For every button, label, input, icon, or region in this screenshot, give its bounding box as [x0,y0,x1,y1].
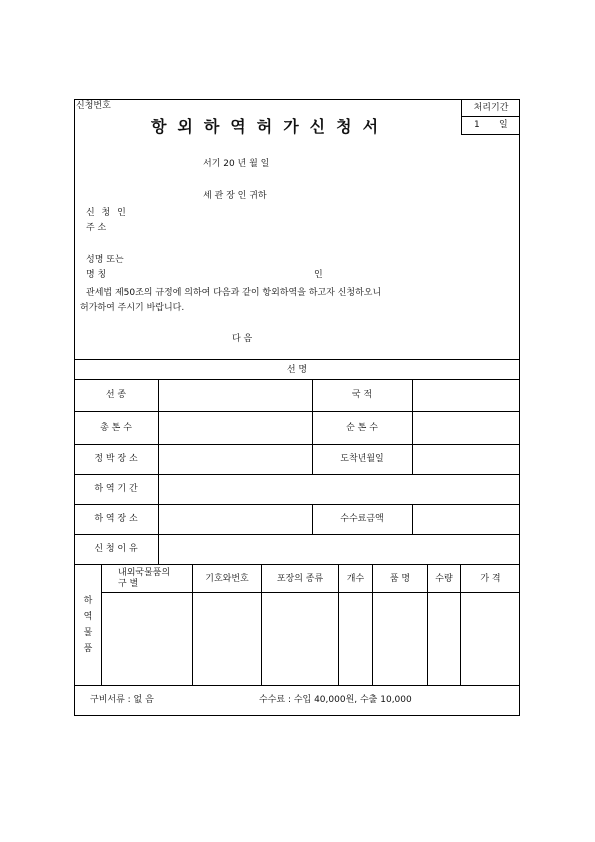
goods-side-char: 하 [83,596,93,606]
fee-amount-label: 수수료금액 [340,514,384,524]
row-line [74,564,520,565]
period-box-divider [461,116,520,117]
goods-side-char: 물 [83,628,93,638]
col-count: 개수 [346,574,365,584]
seal-mark: 인 [314,270,323,280]
unloading-period-field[interactable] [159,475,520,504]
col-item-name: 품 명 [389,574,411,584]
anchorage-label: 정 박 장 소 [94,454,138,464]
section-title: 선 명 [286,365,308,375]
goods-bottom-line [74,685,520,686]
attachments-note: 구비서류 : 없 음 [90,695,154,705]
col-package-type: 포장의 종류 [276,574,324,584]
gross-tonnage-field[interactable] [159,412,312,444]
ship-type-label: 선 종 [105,390,127,400]
net-tonnage-field[interactable] [413,412,520,444]
gross-tonnage-label: 총 톤 수 [100,423,132,433]
fee-note: 수수료 : 수입 40,000원, 수출 10,000 [259,695,412,705]
body-text-line2: 허가하여 주시기 바랍니다. [80,303,185,313]
col-price: 가 격 [480,574,501,584]
goods-side-char: 품 [83,644,93,654]
da-eum-heading: 다 음 [232,334,253,344]
col-category-line1: 내외국물품의 [118,568,171,578]
form-title: 항외하역허가신청서 [150,117,390,136]
goods-side-char: 역 [83,612,93,622]
address-label: 주 소 [86,223,107,233]
goods-entry-area[interactable] [102,593,520,685]
body-text-line1: 관세법 제50조의 규정에 의하여 다음과 같이 항외하역을 하고자 신청하오니 [86,288,382,298]
section-top-line [74,359,520,360]
ship-type-field[interactable] [159,380,312,411]
arrival-date-field[interactable] [413,445,520,474]
col-category-line2: 구 별 [118,579,139,589]
arrival-date-label: 도착년월일 [340,454,384,464]
net-tonnage-label: 순 톤 수 [346,423,378,433]
application-reason-label: 신 청 이 유 [94,544,138,554]
nationality-label: 국 적 [351,390,373,400]
unloading-period-label: 하 역 기 간 [94,484,138,494]
fee-amount-field[interactable] [413,505,520,534]
application-reason-field[interactable] [159,535,520,564]
name-label-line1: 성명 또는 [86,255,124,265]
processing-period-label: 처리기간 [473,103,509,113]
period-box-bottom-border [461,134,520,135]
unloading-place-label: 하 역 장 소 [94,514,138,524]
application-number-label: 신청번호 [76,101,111,111]
col-quantity: 수량 [435,574,453,584]
applicant-label: 신 청 인 [86,208,128,218]
name-label-line2: 명 칭 [86,270,107,280]
anchorage-field[interactable] [159,445,312,474]
date-line[interactable]: 서기 20 년 월 일 [203,159,270,169]
unloading-place-field[interactable] [159,505,312,534]
col-mark-number: 기호와번호 [205,574,249,584]
processing-period-value[interactable]: 1 [474,120,480,130]
addressee-line: 세 관 장 인 귀하 [203,191,267,201]
nationality-field[interactable] [413,380,520,411]
processing-period-unit: 일 [499,120,508,130]
